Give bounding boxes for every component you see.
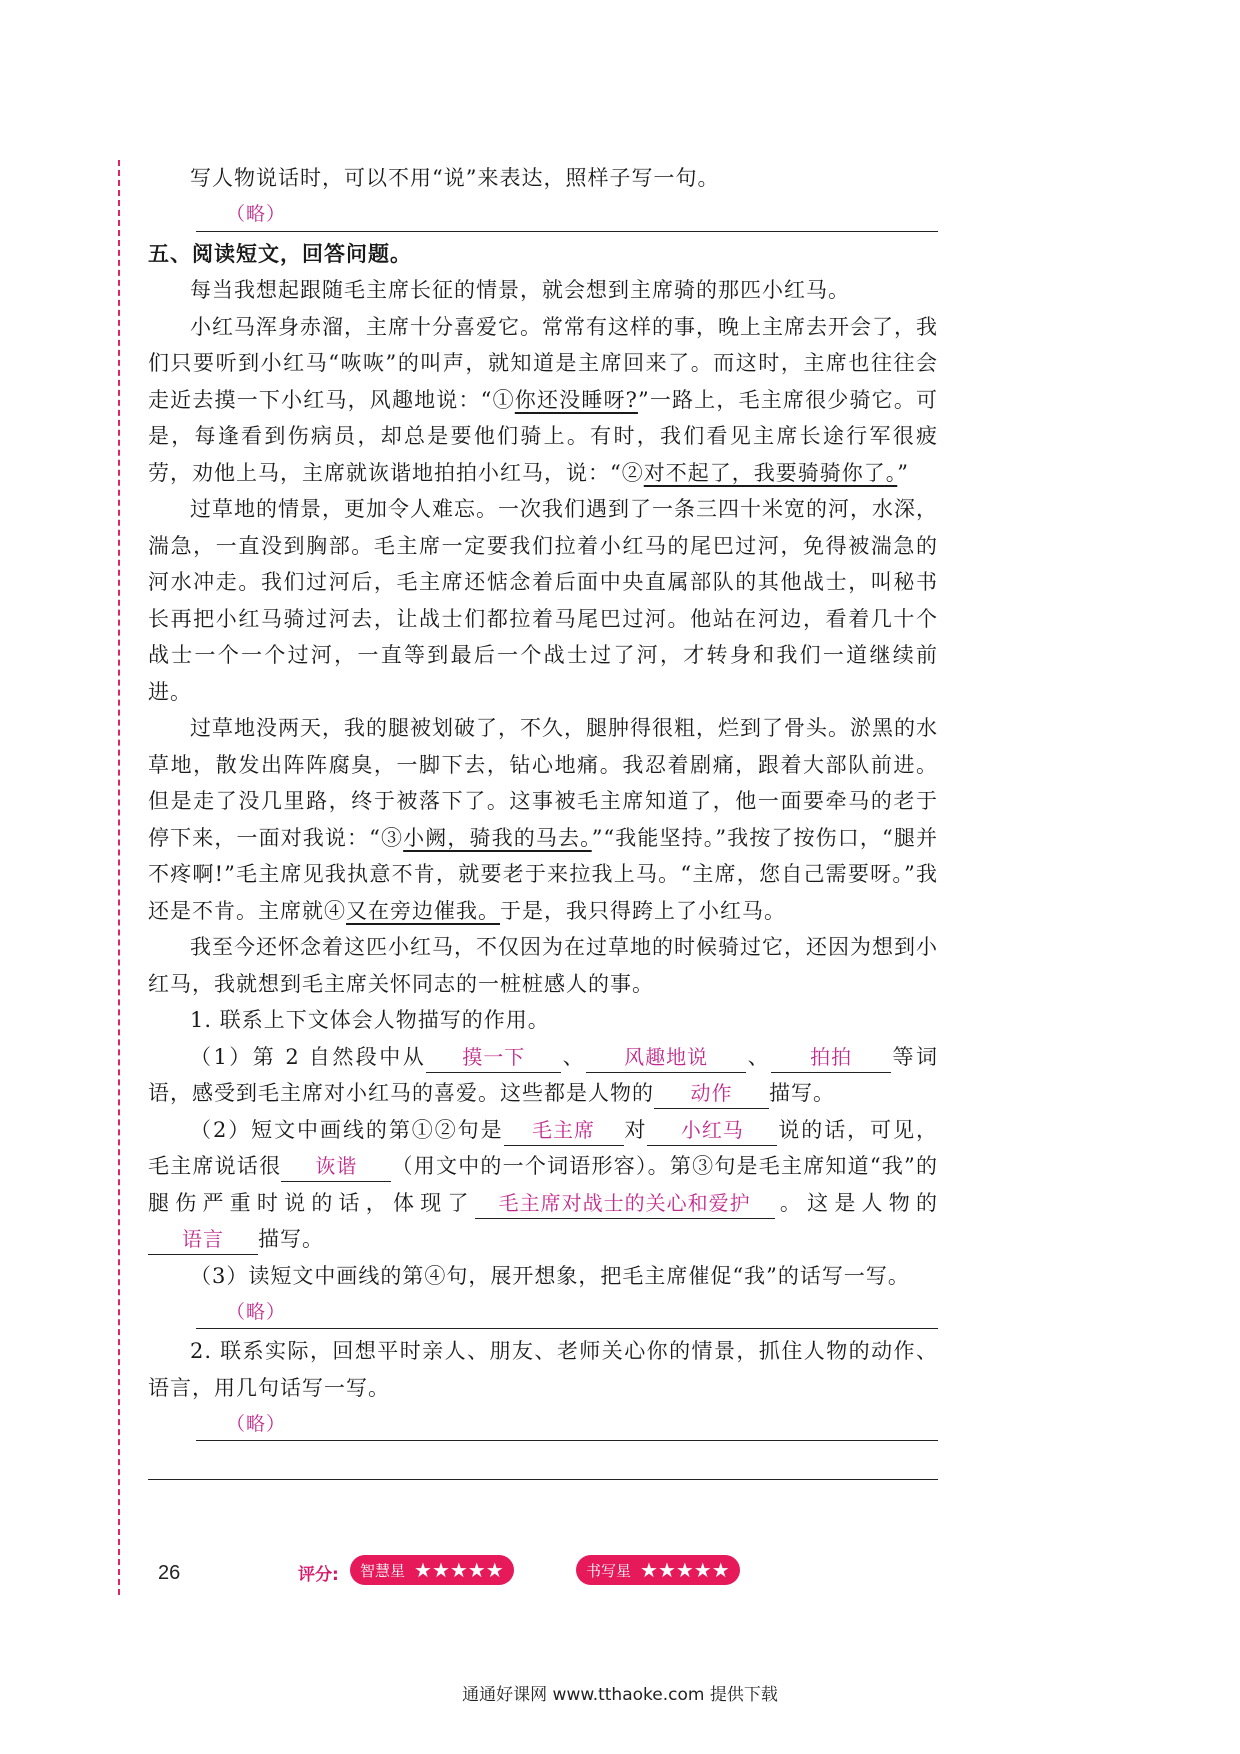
question-1-3: （3）读短文中画线的第④句，展开想象，把毛主席催促“我”的话写一写。 xyxy=(190,1263,910,1288)
answer-blank: 毛主席 xyxy=(504,1115,624,1146)
passage-text: ”一路上，毛主席很少骑它。可是，每逢看到伤病员，却总是要他们骑上。有时，我们看见主席长途行军很疲劳，劝他上马，主席就诙谐地拍拍小红马，说：“② xyxy=(148,387,938,485)
top-answer-line xyxy=(196,197,938,232)
passage-text: ”“我能坚持。”我按了按伤口，“腿并不疼啊!”毛主席见我执意不肯，就要老于来拉我上马。“主席，您自己需要呀。”我还是不肯。主席就④ xyxy=(148,825,938,923)
passage-paragraph-4 xyxy=(148,710,938,929)
question-text: 说的话，可见，毛主席说话很 xyxy=(148,1117,939,1178)
star-rating-icon: ★★★★★ xyxy=(414,1558,504,1582)
writing-star-badge xyxy=(576,1555,740,1585)
separator: 、 xyxy=(746,1044,772,1069)
answer-blank: 拍拍 xyxy=(771,1042,891,1073)
question-1-title: 1. 联系上下文体会人物描写的作用。 xyxy=(190,1008,550,1032)
separator: 、 xyxy=(561,1044,587,1069)
question-1-3-answer: （略） xyxy=(226,1300,287,1323)
answer-blank: 摸一下 xyxy=(426,1042,561,1073)
answer-blank: 诙谐 xyxy=(281,1151,391,1182)
answer-blank: 动作 xyxy=(654,1078,769,1109)
page-number: 26 xyxy=(158,1562,181,1584)
question-2-answer-line xyxy=(196,1406,938,1441)
question-1-1 xyxy=(148,1039,938,1112)
question-text: 等词语，感受到毛主席对小红马的喜爱。这些都是人物的 xyxy=(148,1044,939,1105)
badge-label: 智慧星 xyxy=(360,1561,406,1580)
question-text: 对 xyxy=(623,1117,648,1142)
passage-text: 小红马浑身赤溜，主席十分喜爱它。常常有这样的事，晚上主席去开会了，我们只要听到小红马“咴咴”的叫声，就知道是主席回来了。而这时，主席也往往会走近去摸一下小红马，风趣地说：“① xyxy=(148,314,938,412)
passage-paragraph-2 xyxy=(148,309,938,492)
section-title: 五、阅读短文，回答问题。 xyxy=(148,241,412,266)
question-text: （2）短文中画线的第①②句是 xyxy=(190,1117,504,1142)
download-credit: 通通好课网 www.tthaoke.com 提供下载 xyxy=(462,1685,778,1705)
answer-blank: 小红马 xyxy=(647,1115,777,1146)
question-text: （用文中的一个词语形容）。第③句是毛主席知道“我”的腿伤严重时说的话，体现了 xyxy=(148,1154,938,1215)
top-answer: （略） xyxy=(226,203,287,225)
top-prompt: 写人物说话时，可以不用“说”来表达，照样子写一句。 xyxy=(190,166,720,190)
underlined-sentence-2: 对不起了，我要骑骑你了。 xyxy=(643,460,898,485)
worksheet-content xyxy=(148,160,938,1484)
star-rating-icon: ★★★★★ xyxy=(640,1558,730,1582)
rating-label: 评分: xyxy=(298,1565,339,1585)
badge-label: 书写星 xyxy=(586,1561,632,1580)
passage-paragraph-3: 过草地的情景，更加令人难忘。一次我们遇到了一条三四十米宽的河，水深，湍急，一直没到胸部。毛主席一定要我们拉着小红马的尾巴过河，免得被湍急的河水冲走。我们过河后，毛主席还惦念着后面中央直属部队的其他战士，叫秘书长再把小红马骑过河去，让战士们都拉着马尾巴过河。他站在河边，看着几十个战士一个一个过河，一直等到最后一个战士过了河，才转身和我们一道继续前进。 xyxy=(148,497,938,704)
question-2-answer: （略） xyxy=(226,1412,287,1435)
question-1-2 xyxy=(148,1112,938,1258)
passage-paragraph-1: 每当我想起跟随毛主席长征的情景，就会想到主席骑的那匹小红马。 xyxy=(190,278,850,302)
passage-text: 过草地没两天，我的腿被划破了，不久，腿肿得很粗，烂到了骨头。淤黑的水草地，散发出阵阵腐臭，一脚下去，钻心地痛。我忍着剧痛，跟着大部队前进。但是走了没几里路，终于被落下了。这事被毛主席知道了，他一面要牵马的老于停下来，一面对我说：“③ xyxy=(148,716,938,850)
question-1-3-answer-line xyxy=(196,1294,938,1329)
answer-blank: 风趣地说 xyxy=(586,1042,746,1073)
question-2-answer-line-2 xyxy=(148,1445,938,1480)
underlined-sentence-3: 小阙，骑我的马去。 xyxy=(403,825,592,850)
question-text: 。这是人物的 xyxy=(774,1190,939,1215)
underlined-sentence-4: 又在旁边催我。 xyxy=(346,898,500,923)
question-text: 描写。 xyxy=(769,1081,835,1105)
question-text: 描写。 xyxy=(258,1227,324,1251)
answer-blank: 毛主席对战士的关心和爱护 xyxy=(475,1188,775,1219)
underlined-sentence-1: 你还没睡呀? xyxy=(514,387,638,412)
question-2: 2. 联系实际，回想平时亲人、朋友、老师关心你的情景，抓住人物的动作、语言，用几句话写一写。 xyxy=(148,1339,938,1400)
cut-dashed-line xyxy=(118,160,120,1595)
answer-blank: 语言 xyxy=(148,1224,258,1255)
passage-text: 于是，我只得跨上了小红马。 xyxy=(500,898,786,923)
passage-paragraph-5: 我至今还怀念着这匹小红马，不仅因为在过草地的时候骑过它，还因为想到小红马，我就想到毛主席关怀同志的一桩桩感人的事。 xyxy=(148,935,938,996)
passage-text: ” xyxy=(897,460,909,485)
wisdom-star-badge xyxy=(350,1555,514,1585)
question-text: （1）第 2 自然段中从 xyxy=(190,1044,427,1069)
